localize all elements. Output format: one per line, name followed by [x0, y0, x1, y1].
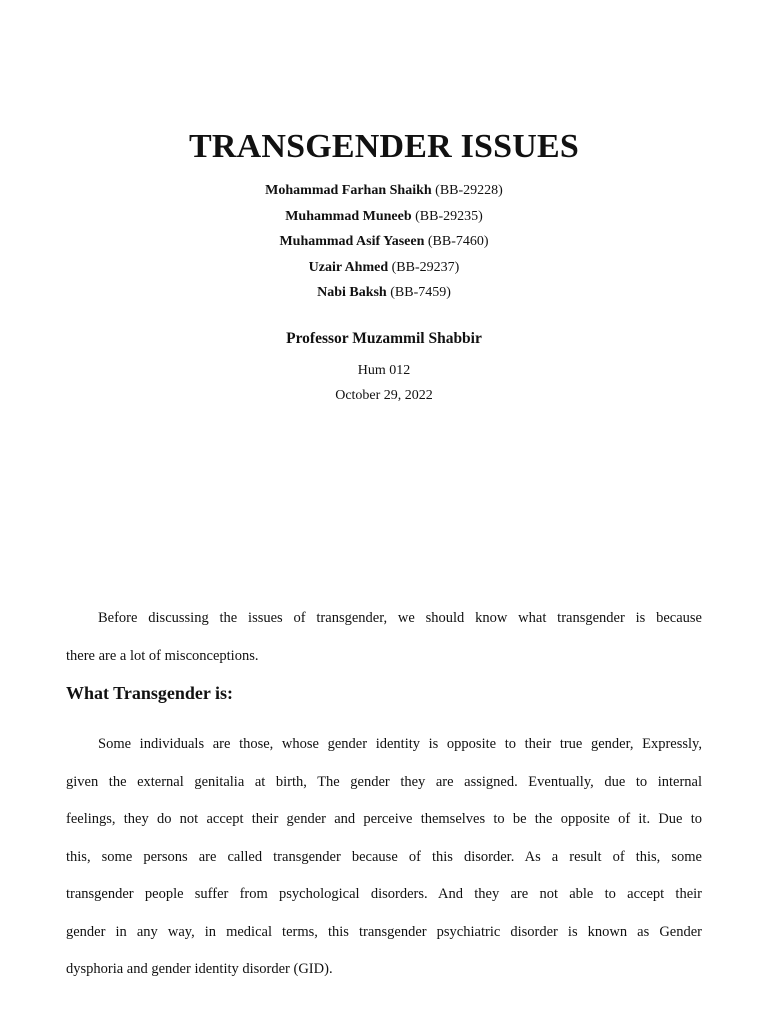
professor-name: Professor Muzammil Shabbir	[286, 330, 482, 347]
course-code: Hum 012	[357, 363, 411, 378]
course-info	[0, 358, 768, 408]
paragraph-line: gender in any way, in medical terms, this transgender psychiatric disorder is known as Gender	[66, 923, 702, 940]
section-paragraph	[66, 726, 702, 989]
document-date: October 29, 2022	[335, 388, 433, 403]
section-heading: What Transgender is:	[66, 683, 234, 703]
author-line	[0, 229, 768, 255]
paragraph-line: dysphoria and gender identity disorder (GID).	[66, 961, 333, 977]
intro-paragraph	[66, 600, 702, 675]
author-id: (BB-7460)	[427, 234, 489, 249]
author-name: Nabi Baksh	[317, 285, 387, 300]
paragraph-line: feelings, they do not accept their gender and perceive themselves to be the opposite of it. Due to	[66, 811, 702, 827]
author-name: Muhammad Muneeb	[285, 208, 412, 224]
author-line	[0, 204, 768, 230]
author-id: (BB-29228)	[435, 183, 503, 198]
author-id: (BB-29235)	[415, 208, 483, 224]
author-id: (BB-29237)	[391, 259, 460, 275]
author-id: (BB-7459)	[390, 285, 451, 300]
paragraph-line: transgender people suffer from psychological disorders. And they are not able to accept their	[66, 886, 702, 902]
author-line	[0, 280, 768, 306]
paragraph-line: Some individuals are those, whose gender identity is opposite to their true gender, Expressly,	[98, 736, 702, 752]
author-name: Muhammad Asif Yaseen	[279, 234, 425, 249]
document-title: TRANSGENDER ISSUES	[188, 128, 579, 165]
paragraph-line: this, some persons are called transgender because of this disorder. As a result of this, some	[66, 848, 702, 865]
author-list	[0, 178, 768, 306]
paragraph-line: given the external genitalia at birth, The gender they are assigned. Eventually, due to internal	[66, 773, 702, 790]
author-name: Mohammad Farhan Shaikh	[265, 183, 432, 198]
author-line	[0, 255, 768, 281]
author-name: Uzair Ahmed	[308, 259, 389, 275]
author-line	[0, 178, 768, 204]
paragraph-line: there are a lot of misconceptions.	[66, 647, 259, 664]
paragraph-line: Before discussing the issues of transgender, we should know what transgender is because	[98, 610, 702, 626]
